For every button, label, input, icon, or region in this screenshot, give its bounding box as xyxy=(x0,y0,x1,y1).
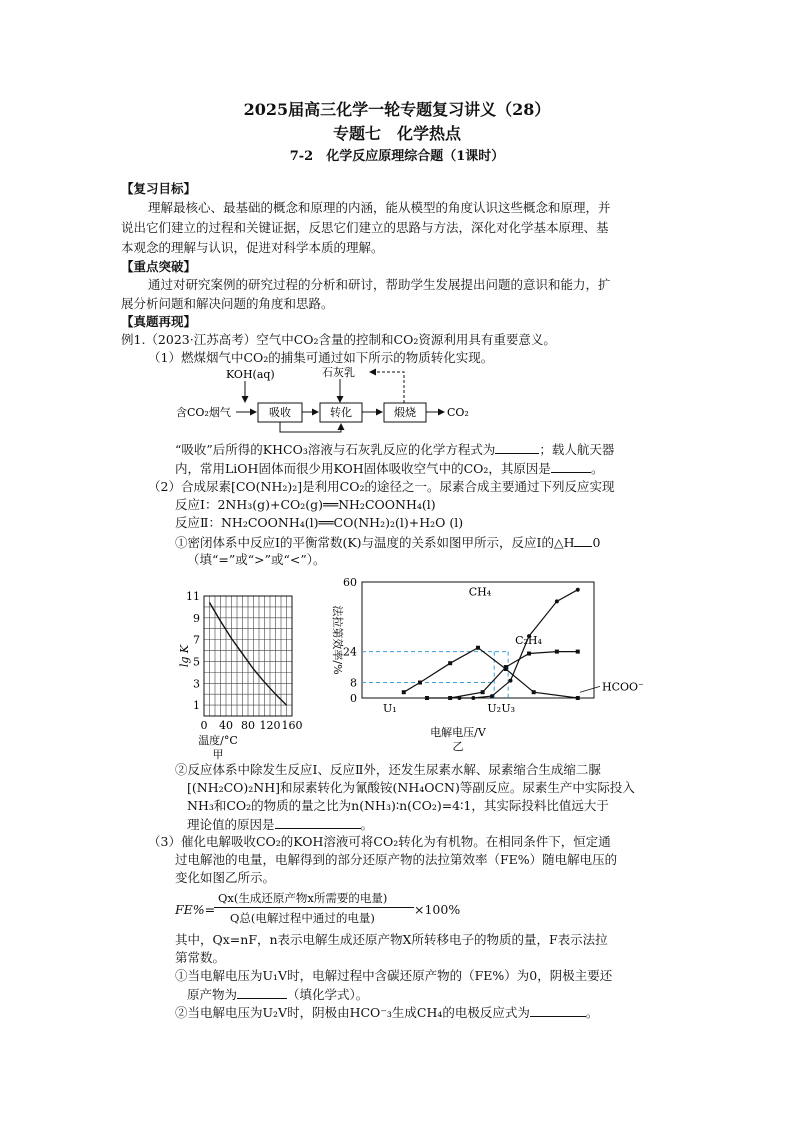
x-tick-label: U₃ xyxy=(501,702,516,715)
objectives-heading: 【复习目标】 xyxy=(121,181,197,196)
question-3a-end: （填化学式）。 xyxy=(287,987,369,1002)
focus-heading: 【重点突破】 xyxy=(121,259,197,274)
question-2b-line-3: NH₃和CO₂的物质的量之比为n(NH₃)∶n(CO₂)=4∶1，其实际投料比值远大于 xyxy=(187,798,609,813)
review-heading: 【真题再现】 xyxy=(121,314,197,329)
series-line-2 xyxy=(427,652,578,698)
x-tick-label: U₁ xyxy=(382,702,397,715)
data-point xyxy=(504,665,508,669)
data-point xyxy=(576,588,580,592)
question-3-line-3: 变化如图乙所示。 xyxy=(175,870,276,885)
question-2: （2）合成尿素[CO(NH₂)₂]是利用CO₂的途径之一。尿素合成主要通过下列反应实现 xyxy=(148,479,615,494)
data-point xyxy=(425,696,429,700)
answer-blank-6[interactable] xyxy=(530,1004,586,1017)
flow-absorb: 吸收 xyxy=(269,406,291,419)
y-tick-label: 1 xyxy=(193,699,200,713)
series-label-hcoo: HCOO⁻ xyxy=(602,680,644,694)
y-tick-label: 9 xyxy=(193,611,200,625)
y-tick-label: 8 xyxy=(350,676,357,690)
question-3b-text: ②当电解电压为U₂V时，阴极由HCO⁻₃生成CH₄的电极反应式为 xyxy=(175,1005,530,1020)
x-tick-label: 160 xyxy=(281,719,303,732)
reaction-2: 反应Ⅱ：NH₂COONH₄(l)══CO(NH₂)₂(l)+H₂O (l) xyxy=(175,515,464,530)
data-point xyxy=(508,679,512,683)
chart-caption: 甲 xyxy=(212,748,224,761)
flow-gas: 含CO₂烟气 xyxy=(176,406,231,419)
flow-lime: 石灰乳 xyxy=(322,366,355,379)
question-1: （1）燃煤烟气中CO₂的捕集可通过如下所示的物质转化实现。 xyxy=(148,350,494,365)
fe-formula-lhs: FE%= xyxy=(175,902,216,917)
answer-blank-3[interactable] xyxy=(574,534,592,547)
flow-koh: KOH(aq) xyxy=(226,368,275,381)
objectives-line-1: 理解最核心、最基础的概念和原理的内涵，能从模型的角度认识这些概念和原理，并 xyxy=(148,200,611,215)
doc-title: 2025届高三化学一轮专题复习讲义（28） xyxy=(243,100,551,119)
answer-blank-1[interactable] xyxy=(495,441,539,454)
question-3b xyxy=(175,1004,598,1021)
flow-diagram xyxy=(170,364,490,434)
flow-out: CO₂ xyxy=(447,406,469,419)
series-label-c2h4: C₂H₄ xyxy=(515,633,542,647)
question-2b-line-4 xyxy=(187,816,373,833)
reaction-1: 反应Ⅰ：2NH₃(g)+CO₂(g)══NH₂COONH₄(l) xyxy=(175,497,436,512)
flow-arrow-return xyxy=(280,422,341,432)
x-axis-label: 电解电压/V xyxy=(430,726,486,739)
answer-blank-5[interactable] xyxy=(237,986,287,999)
data-point xyxy=(448,661,452,665)
question-2b-line-2: [(NH₂CO)₂NH]和尿素转化为氰酸铵(NH₄OCN)等副反应。尿素生产中实际投入 xyxy=(187,780,635,795)
data-point xyxy=(418,681,422,685)
data-point xyxy=(481,690,485,694)
y-tick-label: 3 xyxy=(193,677,200,691)
fe-tail: ×100% xyxy=(414,902,461,917)
data-point xyxy=(576,696,580,700)
x-tick-label: U₂ xyxy=(487,702,502,715)
y-tick-label: 7 xyxy=(193,633,200,647)
question-3b-end: 。 xyxy=(585,1005,599,1020)
question-1b xyxy=(175,460,603,477)
objectives-line-3: 本观念的理解与认识，促进对科学本质的理解。 xyxy=(121,240,384,255)
doc-section: 7-2 化学反应原理综合题（1课时） xyxy=(289,149,505,164)
x-tick-label: 80 xyxy=(241,719,255,732)
question-2a-hint: （填“=”或“>”或“<”）。 xyxy=(187,552,326,567)
question-3-line-1: （3）催化电解吸收CO₂的KOH溶液可将CO₂转化为有机物。在相同条件下，恒定通 xyxy=(148,834,611,849)
data-point xyxy=(532,690,536,694)
question-2b-line-1: ②反应体系中除发生反应Ⅰ、反应Ⅱ外，还发生尿素水解、尿素缩合生成缩二脲 xyxy=(175,762,601,777)
focus-line-2: 展分析问题和解决问题的角度和思路。 xyxy=(121,296,334,311)
data-point xyxy=(490,694,494,698)
fe-denominator: Q总(电解过程中通过的电量) xyxy=(230,911,375,925)
data-point xyxy=(527,652,531,656)
chart-caption: 乙 xyxy=(452,740,464,753)
y-tick-label: 0 xyxy=(350,692,357,705)
question-3-line-5: 第常数。 xyxy=(175,950,226,965)
question-3-line-2: 过电解池的电量，电解得到的部分还原产物的法拉第效率（FE%）随电解电压的 xyxy=(175,852,618,867)
flow-convert: 转化 xyxy=(330,406,352,419)
question-1b-end: 。 xyxy=(590,461,604,476)
data-point xyxy=(471,696,475,700)
hcoo-leader-line xyxy=(580,686,600,692)
y-tick-label: 11 xyxy=(186,590,200,603)
y-tick-label: 5 xyxy=(193,655,200,669)
series-label-ch4: CH₄ xyxy=(468,585,492,599)
question-1a xyxy=(175,441,614,458)
question-1a-text: “吸收”后所得的KHCO₃溶液与石灰乳反应的化学方程式为 xyxy=(175,442,496,457)
question-3-line-4: 其中，Qx=nF，n表示电解生成还原产物X所转移电子的物质的量，F表示法拉 xyxy=(175,932,608,947)
x-tick-label: 0 xyxy=(200,719,208,732)
x-axis-label: 温度/°C xyxy=(198,734,238,747)
answer-blank-4[interactable] xyxy=(275,816,361,829)
y-tick-label: 60 xyxy=(343,576,357,589)
focus-line-1: 通过对研究案例的研究过程的分析和研讨，帮助学生发展提出问题的意识和能力，扩 xyxy=(148,277,611,292)
chart-jia xyxy=(176,586,314,761)
question-2b-text: 理论值的原因是 xyxy=(187,817,275,832)
y-axis-label: 法拉第效率/% xyxy=(331,605,344,675)
chart-yi xyxy=(318,572,644,762)
flow-arrow-recycle xyxy=(370,372,404,403)
question-3a-line-2 xyxy=(187,986,368,1003)
answer-blank-2[interactable] xyxy=(551,460,591,473)
question-1a-end: ；载人航天器 xyxy=(539,442,615,457)
question-2a xyxy=(175,534,600,551)
data-point xyxy=(555,599,559,603)
flow-calcine: 煅烧 xyxy=(394,406,416,419)
fe-numerator: Qx(生成还原产物x所需要的电量) xyxy=(218,891,388,905)
question-2a-text: ①密闭体系中反应Ⅰ的平衡常数(K)与温度的关系如图甲所示，反应Ⅰ的△H xyxy=(175,535,575,550)
fe-fraction-bar xyxy=(214,907,414,908)
series-line-1 xyxy=(404,648,578,698)
x-tick-label: 120 xyxy=(259,719,281,732)
data-point xyxy=(476,646,480,650)
y-tick-label: 24 xyxy=(343,645,357,659)
objectives-line-2: 说出它们建立的过程和关键证据，反思它们建立的思路与方法，深化对化学基本原理、基 xyxy=(121,220,609,235)
x-tick-label: 40 xyxy=(219,719,233,732)
question-3a-text: 原产物为 xyxy=(187,987,238,1002)
data-point xyxy=(448,696,452,700)
y-axis-label: lg K xyxy=(178,644,191,668)
question-3a-line-1: ①当电解电压为U₁V时，电解过程中含碳还原产物的（FE%）为0，阴极主要还 xyxy=(175,968,613,983)
question-2b-end: 。 xyxy=(360,817,374,832)
question-2a-end: 0 xyxy=(592,535,601,550)
example-intro: 例1.（2023·江苏高考）空气中CO₂含量的控制和CO₂资源利用具有重要意义。 xyxy=(121,332,556,347)
data-point xyxy=(555,650,559,654)
data-point xyxy=(576,650,580,654)
data-point xyxy=(402,690,406,694)
doc-subtitle: 专题七 化学热点 xyxy=(332,124,461,143)
question-1b-text: 内，常用LiOH固体而很少用KOH固体吸收空气中的CO₂，其原因是 xyxy=(175,461,551,476)
